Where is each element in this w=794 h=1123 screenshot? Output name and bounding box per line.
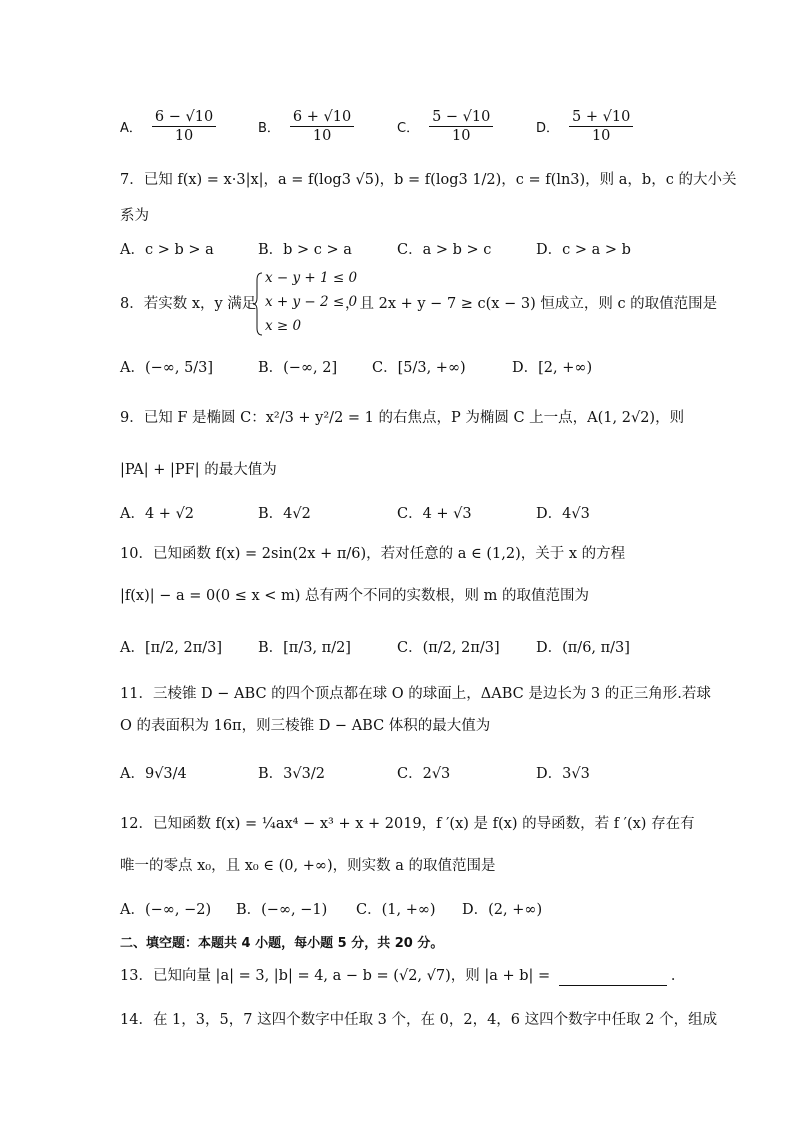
brace-icon — [253, 272, 263, 336]
q6-a-numerator: 6 − √10 — [152, 108, 216, 127]
q9-option-d[interactable]: D．4√3 — [536, 506, 590, 522]
q6-d-denominator: 10 — [591, 128, 611, 144]
q12-option-a[interactable]: A．(−∞, −2) — [120, 902, 212, 918]
q7-option-b[interactable]: B．b > c > a — [258, 242, 352, 258]
q8-stem-prefix: 8．若实数 x，y 满足 — [120, 296, 257, 312]
q11-stem-line1: 11．三棱锥 D − ABC 的四个顶点都在球 O 的球面上，ΔABC 是边长为 3 的正三角形.若球 — [120, 686, 711, 702]
q12-option-d[interactable]: D．(2, +∞) — [462, 902, 543, 918]
q9-option-c[interactable]: C．4 + √3 — [397, 506, 472, 522]
q8-constraint-2: x + y − 2 ≤ 0 — [265, 294, 358, 310]
q9-option-b[interactable]: B．4√2 — [258, 506, 311, 522]
q8-option-c[interactable]: C．[5/3, +∞) — [372, 360, 466, 376]
q10-stem-line1: 10．已知函数 f(x) = 2sin(2x + π/6)，若对任意的 a ∈ (1,2)，关于 x 的方程 — [120, 546, 626, 562]
q11-option-d[interactable]: D．3√3 — [536, 766, 590, 782]
option-label: A． — [120, 121, 142, 136]
q9-stem-line1: 9．已知 F 是椭圆 C：x²/3 + y²/2 = 1 的右焦点，P 为椭圆 C 上一点，A(1, 2√2)，则 — [120, 410, 685, 426]
q8-option-a[interactable]: A．(−∞, 5/3] — [120, 360, 214, 376]
q10-option-d[interactable]: D．(π/6, π/3] — [536, 640, 630, 656]
q6-option-d[interactable] — [536, 108, 635, 145]
q6-c-denominator: 10 — [452, 128, 471, 144]
q9-stem-line2: |PA| + |PF| 的最大值为 — [120, 462, 277, 478]
q8-stem-suffix: ，且 2x + y − 7 ≥ c(x − 3) 恒成立，则 c 的取值范围是 — [345, 296, 718, 312]
q6-d-numerator: 5 + √10 — [569, 108, 633, 127]
q11-stem-line2: O 的表面积为 16π，则三棱锥 D − ABC 体积的最大值为 — [120, 718, 491, 734]
q8-option-b[interactable]: B．(−∞, 2] — [258, 360, 338, 376]
q12-stem-line2: 唯一的零点 x₀，且 x₀ ∈ (0, +∞)，则实数 a 的取值范围是 — [120, 858, 496, 874]
q7-option-a[interactable]: A．c > b > a — [120, 242, 214, 258]
q8-constraint-3: x ≥ 0 — [265, 318, 302, 334]
q7-option-d[interactable]: D．c > a > b — [536, 242, 631, 258]
q7-stem-line2: 系为 — [120, 208, 149, 224]
q6-option-b[interactable] — [258, 108, 356, 145]
q8-option-d[interactable]: D．[2, +∞) — [512, 360, 593, 376]
q6-option-c[interactable] — [397, 108, 495, 145]
q11-option-b[interactable]: B．3√3/2 — [258, 766, 325, 782]
q6-b-numerator: 6 + √10 — [290, 108, 354, 127]
option-label: B． — [258, 121, 280, 136]
q6-b-denominator: 10 — [312, 128, 332, 144]
q12-option-c[interactable]: C．(1, +∞) — [356, 902, 436, 918]
q6-a-denominator: 10 — [174, 128, 194, 144]
q10-option-b[interactable]: B．[π/3, π/2] — [258, 640, 351, 656]
option-label: D． — [536, 121, 560, 136]
q7-option-c[interactable]: C．a > b > c — [397, 242, 492, 258]
q13-text: 13．已知向量 |a| = 3, |b| = 4, a − b = (√2, √7)，则 |a + b| = — [120, 968, 555, 984]
q10-stem-line2: |f(x)| − a = 0(0 ≤ x < m) 总有两个不同的实数根，则 m 的取值范围为 — [120, 588, 590, 604]
q8-constraint-1: x − y + 1 ≤ 0 — [265, 270, 358, 286]
q12-option-b[interactable]: B．(−∞, −1) — [236, 902, 328, 918]
q12-stem-line1: 12．已知函数 f(x) = ¼ax⁴ − x³ + x + 2019，f ′(x) 是 f(x) 的导函数，若 f ′(x) 存在有 — [120, 816, 695, 832]
q9-option-a[interactable]: A．4 + √2 — [120, 506, 195, 522]
option-label: C． — [397, 121, 420, 136]
section-heading-fill-in: 二、填空题：本题共 4 小题，每小题 5 分，共 20 分。 — [120, 936, 444, 951]
q13-answer-blank[interactable] — [559, 971, 667, 986]
q11-option-a[interactable]: A．9√3/4 — [120, 766, 187, 782]
q13-stem: 13．已知向量 |a| = 3, |b| = 4, a − b = (√2, √7)，则 |a + b| = ． — [120, 968, 686, 984]
q7-stem-line1: 7．已知 f(x) = x·3|x|，a = f(log3 √5)，b = f(log3 1/2)，c = f(ln3)，则 a，b，c 的大小关 — [120, 172, 737, 188]
q11-option-c[interactable]: C．2√3 — [397, 766, 451, 782]
q10-option-a[interactable]: A．[π/2, 2π/3] — [120, 640, 223, 656]
q6-c-numerator: 5 − √10 — [429, 108, 493, 127]
q14-stem: 14．在 1，3，5，7 这四个数字中任取 3 个，在 0，2，4，6 这四个数字中任取 2 个，组成 — [120, 1012, 718, 1028]
q6-option-a[interactable] — [120, 108, 218, 145]
q10-option-c[interactable]: C．(π/2, 2π/3] — [397, 640, 500, 656]
